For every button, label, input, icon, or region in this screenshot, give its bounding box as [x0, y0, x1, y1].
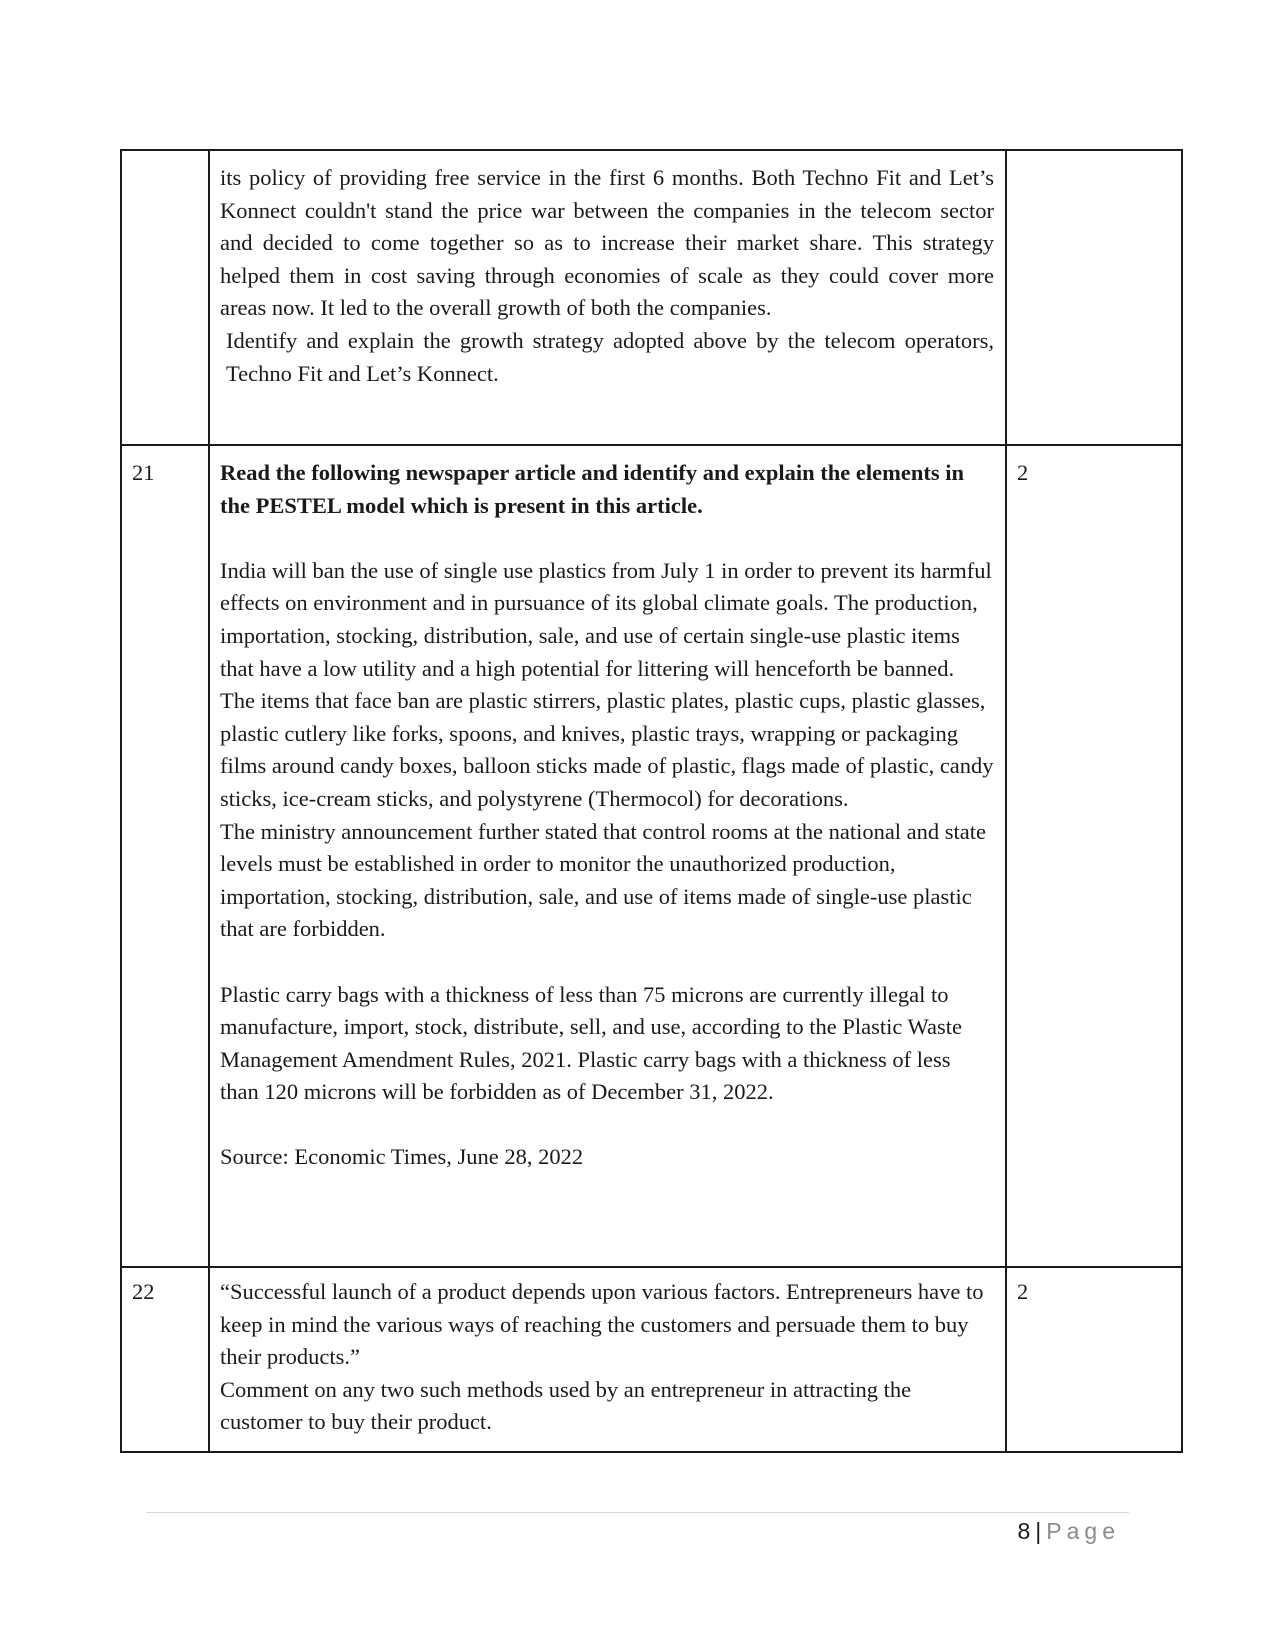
- article-paragraph: The ministry announcement further stated that control rooms at the national and state levels must be established in order to monitor the unauthorized production, importation, stocking, distribution, sale, and use of items made of single-use plastic that are forbidden.: [220, 818, 987, 942]
- article-paragraph: The items that face ban are plastic stirrers, plastic plates, plastic cups, plastic glasses, plastic cutlery like forks, spoons, and knives, plastic trays, wrapping or packaging films around candy boxes, balloon sticks made of plastic, flags made of plastic, candy sticks, ice-cream sticks, and polystyrene (Thermocol) for decorations.: [220, 688, 994, 811]
- question-paragraph: Identify and explain the growth strategy adopted above by the telecom operators, Techno Fit and Let’s Konnect.: [226, 327, 994, 386]
- question-row-21: [121, 445, 1182, 1267]
- footer-separator: |: [1035, 1518, 1043, 1544]
- page-number: 8: [1017, 1518, 1032, 1544]
- page-label: Page: [1046, 1518, 1120, 1544]
- blank-line: [220, 1109, 994, 1142]
- question-number-cell: 22: [121, 1267, 209, 1452]
- question-table: [120, 149, 1183, 1453]
- marks-cell: 2: [1006, 1267, 1182, 1452]
- question-number-cell: 21: [121, 445, 209, 1267]
- blank-line: [220, 946, 994, 979]
- question-text-cell: [209, 150, 1006, 445]
- question-text-cell: [209, 1267, 1006, 1452]
- question-row-continued: [121, 150, 1182, 445]
- blank-line: [220, 522, 994, 555]
- question-paragraph: its policy of providing free service in the first 6 months. Both Techno Fit and Let’s Konnect couldn't stand the price war between the companies in the telecom sector and decided to come together so as to increase their market share. This strategy helped them in cost saving through economies of scale as they could cover more areas now. It led to the overall growth of both the companies.: [220, 165, 994, 321]
- question-text-cell: [209, 445, 1006, 1267]
- question-paragraph: “Successful launch of a product depends upon various factors. Entrepreneurs have to keep in mind the various ways of reaching the customers and persuade them to buy their products.”: [220, 1279, 984, 1370]
- question-number-cell: [121, 150, 209, 445]
- question-paragraph: Comment on any two such methods used by an entrepreneur in attracting the customer to buy their product.: [220, 1376, 912, 1435]
- marks-cell: 2: [1006, 445, 1182, 1267]
- article-paragraph: Plastic carry bags with a thickness of less than 75 microns are currently illegal to manufacture, import, stock, distribute, sell, and use, according to the Plastic Waste Management Amendment Rules, 2021. Plastic carry bags with a thickness of less than 120 microns will be forbidden as of December 31, 2022.: [220, 981, 962, 1105]
- article-paragraph: India will ban the use of single use plastics from July 1 in order to prevent its harmful effects on environment and in pursuance of its global climate goals. The production, importation, stocking, distribution, sale, and use of certain single-use plastic items that have a low utility and a high potential for littering will henceforth be banned.: [220, 557, 992, 681]
- question-row-22: [121, 1267, 1182, 1452]
- page-footer: [1018, 1518, 1121, 1545]
- article-source: Source: Economic Times, June 28, 2022: [220, 1144, 584, 1170]
- marks-cell: [1006, 150, 1182, 445]
- question-instruction: Read the following newspaper article and identify and explain the elements in the PESTEL model which is present in this article.: [220, 460, 964, 518]
- footer-divider: [146, 1512, 1129, 1513]
